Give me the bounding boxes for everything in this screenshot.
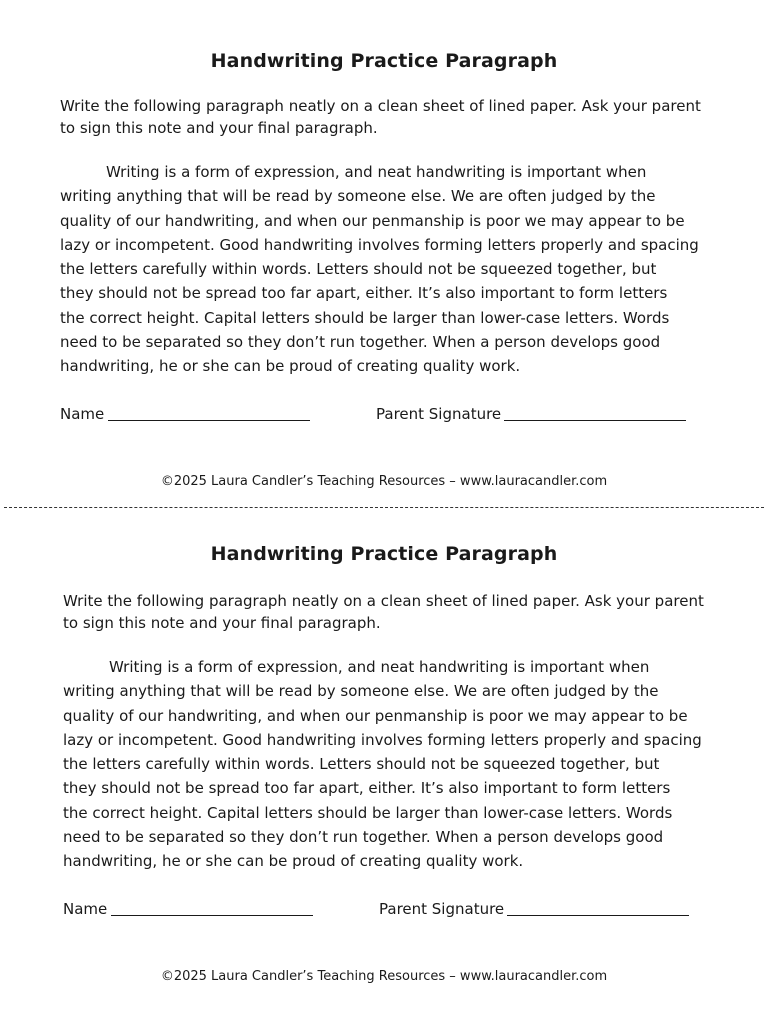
paragraph-line: lazy or incompetent. Good handwriting involves forming letters properly and spacing [63, 730, 702, 749]
paragraph-line: the letters carefully within words. Letters should not be squeezed together, but [60, 260, 657, 279]
parent-signature-label: Parent Signature [379, 900, 505, 918]
paragraph-line: the letters carefully within words. Letters should not be squeezed together, but [63, 755, 660, 774]
parent-signature-line [507, 915, 689, 916]
practice-paragraph [63, 655, 702, 874]
paragraph-line: Writing is a form of expression, and neat handwriting is important when [106, 163, 647, 181]
name-line [108, 420, 310, 421]
paragraph-line: handwriting, he or she can be proud of creating quality work. [63, 852, 524, 871]
copyright-footer: ©2025 Laura Candler’s Teaching Resources – www.lauracandler.com [160, 969, 608, 984]
paragraph-line: need to be separated so they don’t run together. When a person develops good [63, 828, 664, 847]
cut-line-divider [4, 507, 764, 508]
page-title: Handwriting Practice Paragraph [210, 50, 558, 72]
name-line [111, 915, 313, 916]
paragraph-line: quality of our handwriting, and when our penmanship is poor we may appear to be [63, 706, 688, 725]
name-label: Name [60, 405, 105, 423]
paragraph-line: the correct height. Capital letters should be larger than lower-case letters. Words [63, 803, 673, 822]
practice-paragraph [60, 160, 699, 379]
paragraph-line: writing anything that will be read by someone else. We are often judged by the [63, 682, 659, 701]
paragraph-line: handwriting, he or she can be proud of creating quality work. [60, 357, 521, 376]
instructions [63, 590, 704, 634]
paragraph-line: Writing is a form of expression, and neat handwriting is important when [109, 658, 650, 676]
name-label: Name [63, 900, 108, 918]
paragraph-line: writing anything that will be read by someone else. We are often judged by the [60, 187, 656, 206]
paragraph-line: lazy or incompetent. Good handwriting involves forming letters properly and spacing [60, 235, 699, 254]
copyright-footer: ©2025 Laura Candler’s Teaching Resources – www.lauracandler.com [160, 474, 608, 489]
instructions [60, 95, 701, 139]
parent-signature-line [504, 420, 686, 421]
paragraph-line: they should not be spread too far apart, either. It’s also important to form letters [63, 779, 671, 798]
paragraph-line: the correct height. Capital letters should be larger than lower-case letters. Words [60, 308, 670, 327]
instructions-line: to sign this note and your final paragraph. [63, 614, 381, 632]
paragraph-line: they should not be spread too far apart, either. It’s also important to form letters [60, 284, 668, 303]
paragraph-line: quality of our handwriting, and when our penmanship is poor we may appear to be [60, 211, 685, 230]
instructions-line: Write the following paragraph neatly on a clean sheet of lined paper. Ask your parent [63, 592, 704, 610]
instructions-line: to sign this note and your final paragraph. [60, 119, 378, 137]
page-title: Handwriting Practice Paragraph [210, 543, 558, 565]
parent-signature-label: Parent Signature [376, 405, 502, 423]
signature-row [63, 897, 703, 921]
paragraph-line: need to be separated so they don’t run together. When a person develops good [60, 333, 661, 352]
instructions-line: Write the following paragraph neatly on a clean sheet of lined paper. Ask your parent [60, 97, 701, 115]
signature-row [60, 402, 700, 426]
